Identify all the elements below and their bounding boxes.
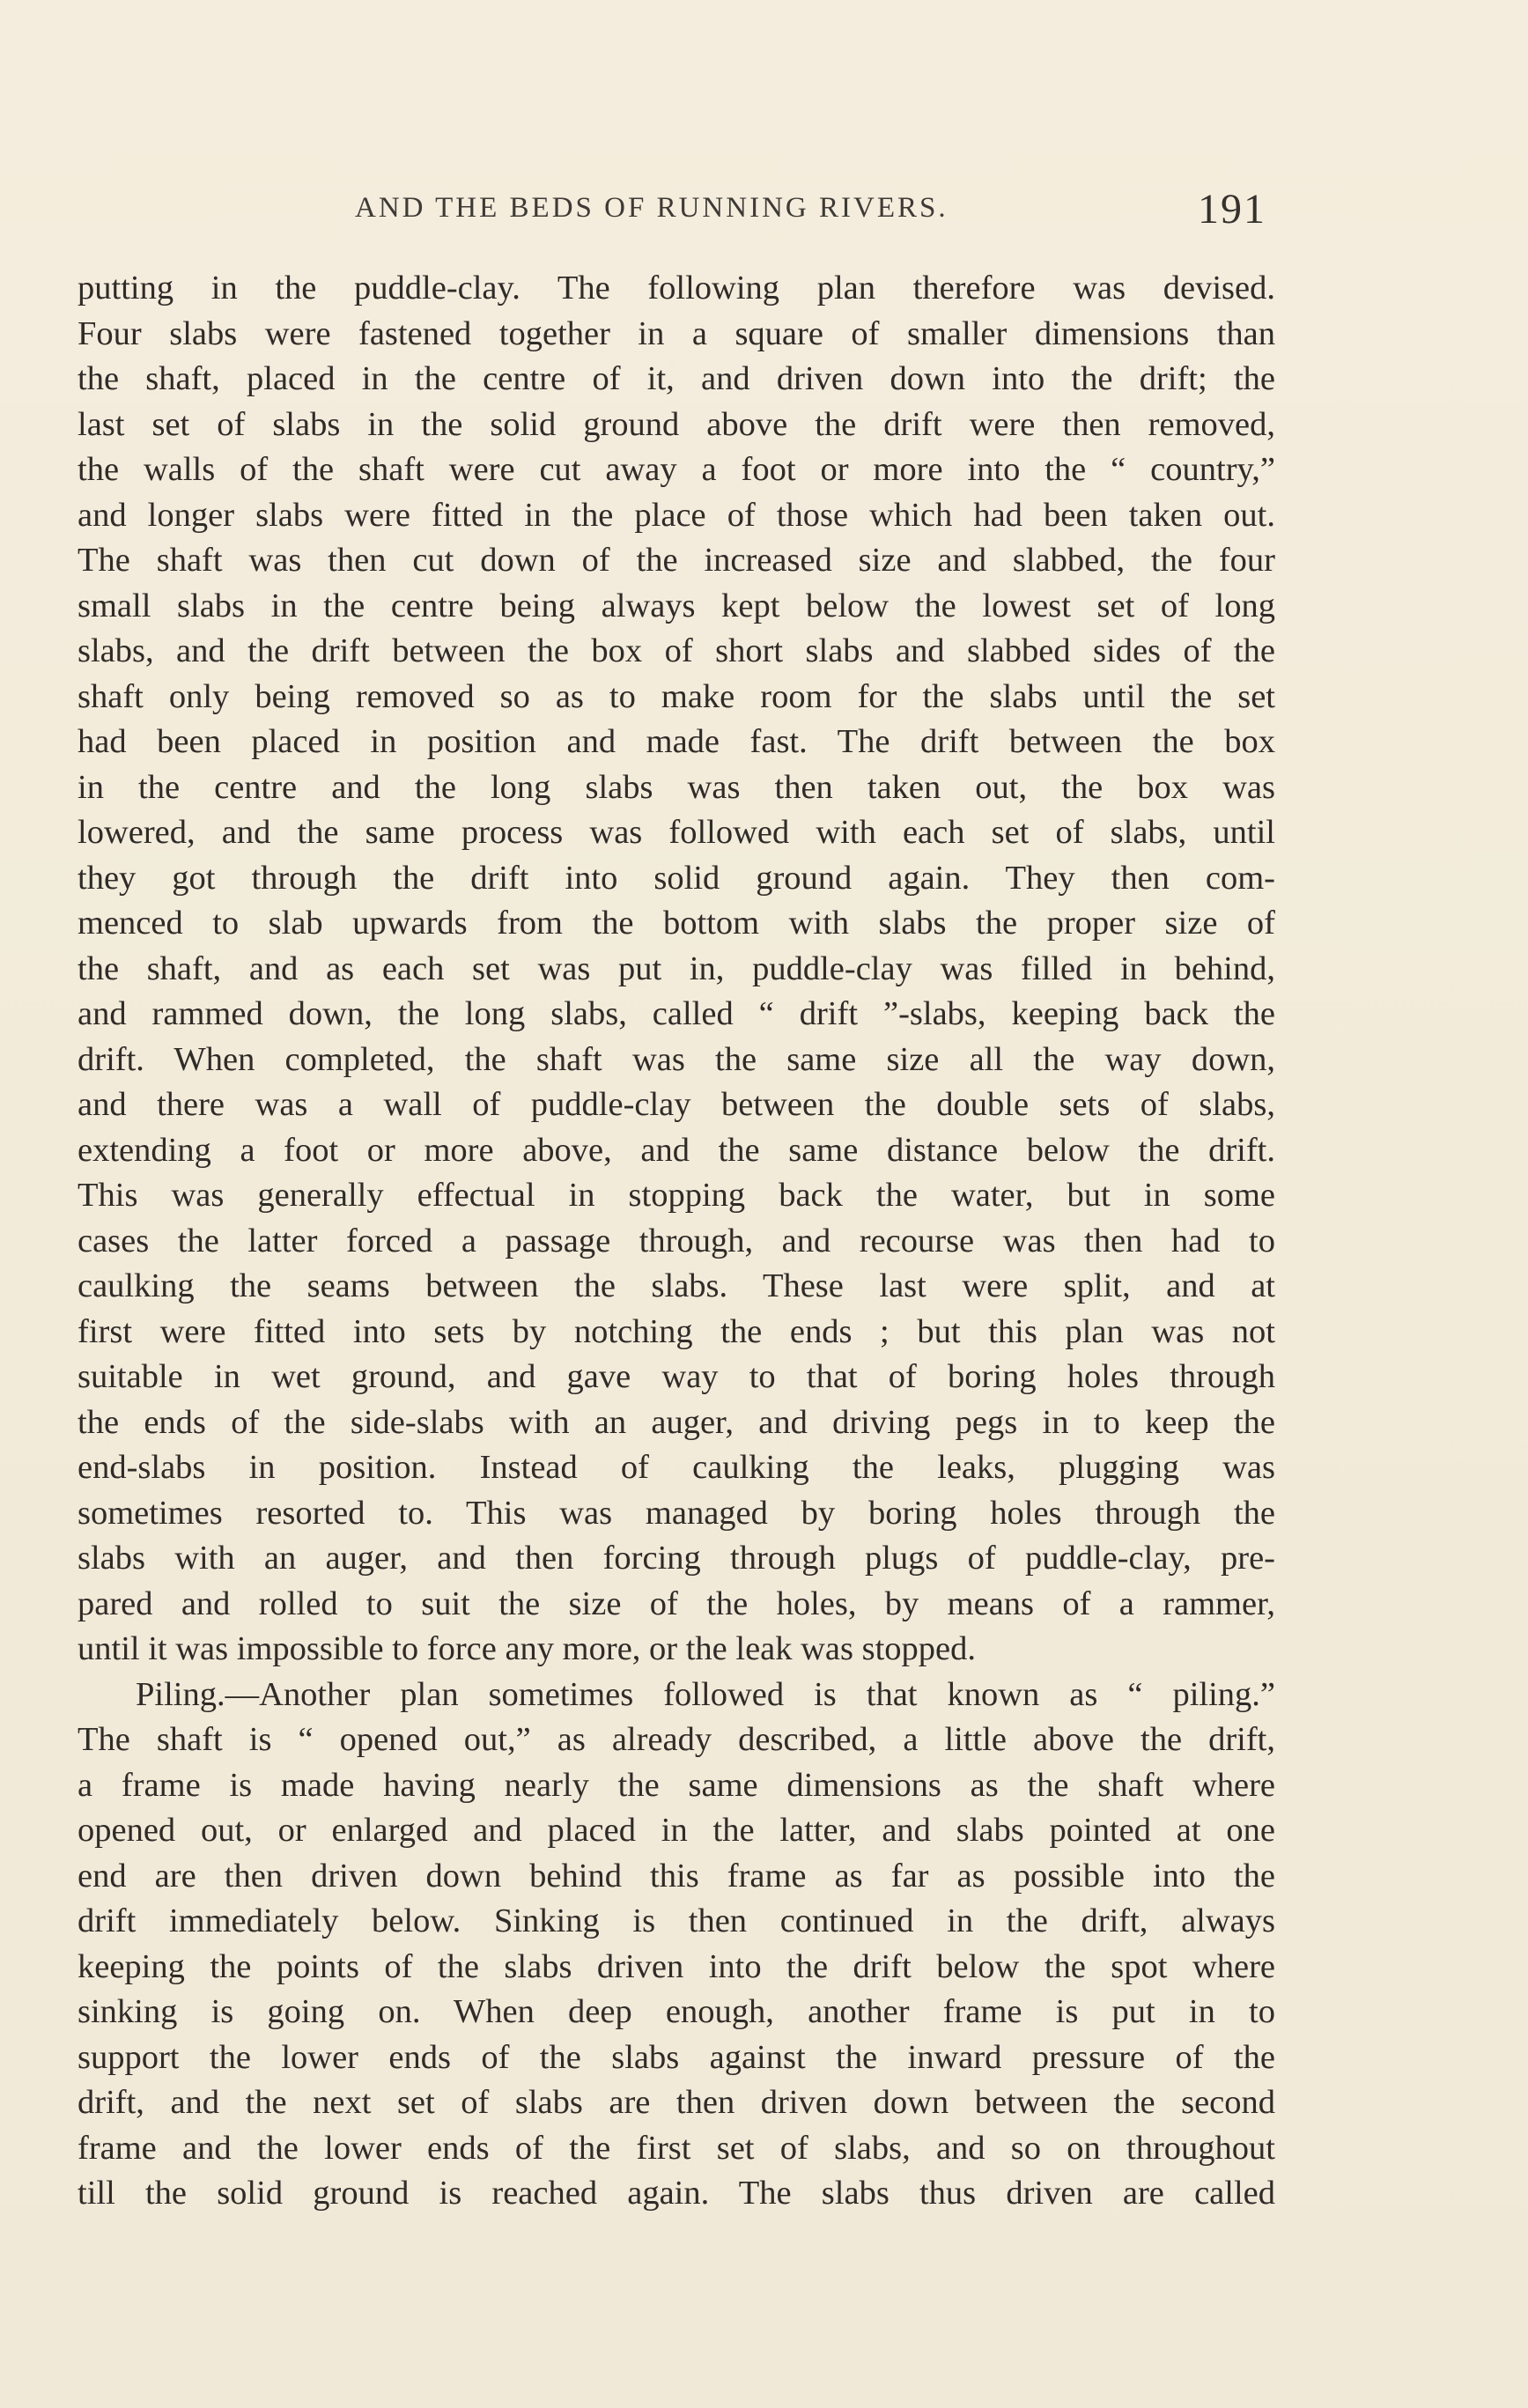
text-line: shaft only being removed so as to make room for the slabs until the set xyxy=(78,677,1275,715)
text-line: the walls of the shaft were cut away a foot or more into the “ country,” xyxy=(78,451,1275,488)
text-line: sinking is going on. When deep enough, another frame is put in to xyxy=(78,1993,1275,2030)
text-line: had been placed in position and made fast. The drift between the box xyxy=(78,723,1275,760)
running-header xyxy=(78,185,1266,238)
page-number: 191 xyxy=(1198,186,1266,233)
text-line: cases the latter forced a passage through, and recourse was then had to xyxy=(78,1222,1275,1259)
text-line: Four slabs were fastened together in a square of smaller dimensions than xyxy=(78,314,1275,352)
text-line: till the solid ground is reached again. The slabs thus driven are called xyxy=(78,2175,1275,2212)
text-line: and longer slabs were fitted in the place of those which had been taken out. xyxy=(78,496,1275,534)
text-line: drift. When completed, the shaft was the same size all the way down, xyxy=(78,1040,1275,1078)
text-line: slabs, and the drift between the box of short slabs and slabbed sides of the xyxy=(78,632,1275,669)
text-line: in the centre and the long slabs was then taken out, the box was xyxy=(78,768,1275,806)
text-line: putting in the puddle-clay. The following plan therefore was devised. xyxy=(78,270,1275,307)
text-line: The shaft was then cut down of the increased size and slabbed, the four xyxy=(78,542,1275,579)
text-line: the shaft, and as each set was put in, puddle-clay was filled in behind, xyxy=(78,949,1275,987)
text-line: caulking the seams between the slabs. These last were split, and at xyxy=(78,1267,1275,1304)
text-line: the shaft, placed in the centre of it, and driven down into the drift; the xyxy=(78,360,1275,397)
text-line: The shaft is “ opened out,” as already described, a little above the drift, xyxy=(78,1721,1275,1758)
text-line: keeping the points of the slabs driven into the drift below the spot where xyxy=(78,1947,1275,1985)
text-line: end-slabs in position. Instead of caulking the leaks, plugging was xyxy=(78,1449,1275,1486)
text-line: slabs with an auger, and then forcing through plugs of puddle-clay, pre- xyxy=(78,1540,1275,1577)
text-line: menced to slab upwards from the bottom with slabs the proper size of xyxy=(78,905,1275,942)
text-line: opened out, or enlarged and placed in the latter, and slabs pointed at one xyxy=(78,1812,1275,1849)
text-line: lowered, and the same process was followed with each set of slabs, until xyxy=(78,814,1275,851)
text-line: sometimes resorted to. This was managed by boring holes through the xyxy=(78,1494,1275,1532)
text-line: support the lower ends of the slabs against the inward pressure of the xyxy=(78,2038,1275,2076)
text-line: the ends of the side-slabs with an auger, and driving pegs in to keep the xyxy=(78,1403,1275,1441)
body-text xyxy=(78,266,1275,2217)
text-line: a frame is made having nearly the same dimensions as the shaft where xyxy=(78,1766,1275,1804)
text-line: and rammed down, the long slabs, called “ drift ”-slabs, keeping back the xyxy=(78,995,1275,1032)
text-line: suitable in wet ground, and gave way to that of boring holes through xyxy=(78,1358,1275,1395)
text-line: until it was impossible to force any more, or the leak was stopped. xyxy=(78,1630,977,1667)
text-line: and there was a wall of puddle-clay between the double sets of slabs, xyxy=(78,1086,1275,1123)
text-line: frame and the lower ends of the first set of slabs, and so on throughout xyxy=(78,2129,1275,2167)
running-title: AND THE BEDS OF RUNNING RIVERS. xyxy=(355,192,949,224)
text-line: pared and rolled to suit the size of the holes, by means of a rammer, xyxy=(78,1584,1275,1622)
text-line: drift immediately below. Sinking is then continued in the drift, always xyxy=(78,1902,1275,1939)
text-line: small slabs in the centre being always kept below the lowest set of long xyxy=(78,587,1275,624)
text-line: end are then driven down behind this frame as far as possible into the xyxy=(78,1857,1275,1895)
text-line: This was generally effectual in stopping back the water, but in some xyxy=(78,1177,1275,1214)
text-line: they got through the drift into solid ground again. They then com- xyxy=(78,859,1275,897)
text-line-paragraph-start: Piling.—Another plan sometimes followed is that known as “ piling.” xyxy=(136,1675,1275,1713)
text-line: first were fitted into sets by notching the ends ; but this plan was not xyxy=(78,1312,1275,1350)
text-line: last set of slabs in the solid ground above the drift were then removed, xyxy=(78,405,1275,443)
text-line: drift, and the next set of slabs are then driven down between the second xyxy=(78,2084,1275,2121)
text-line: extending a foot or more above, and the same distance below the drift. xyxy=(78,1131,1275,1169)
